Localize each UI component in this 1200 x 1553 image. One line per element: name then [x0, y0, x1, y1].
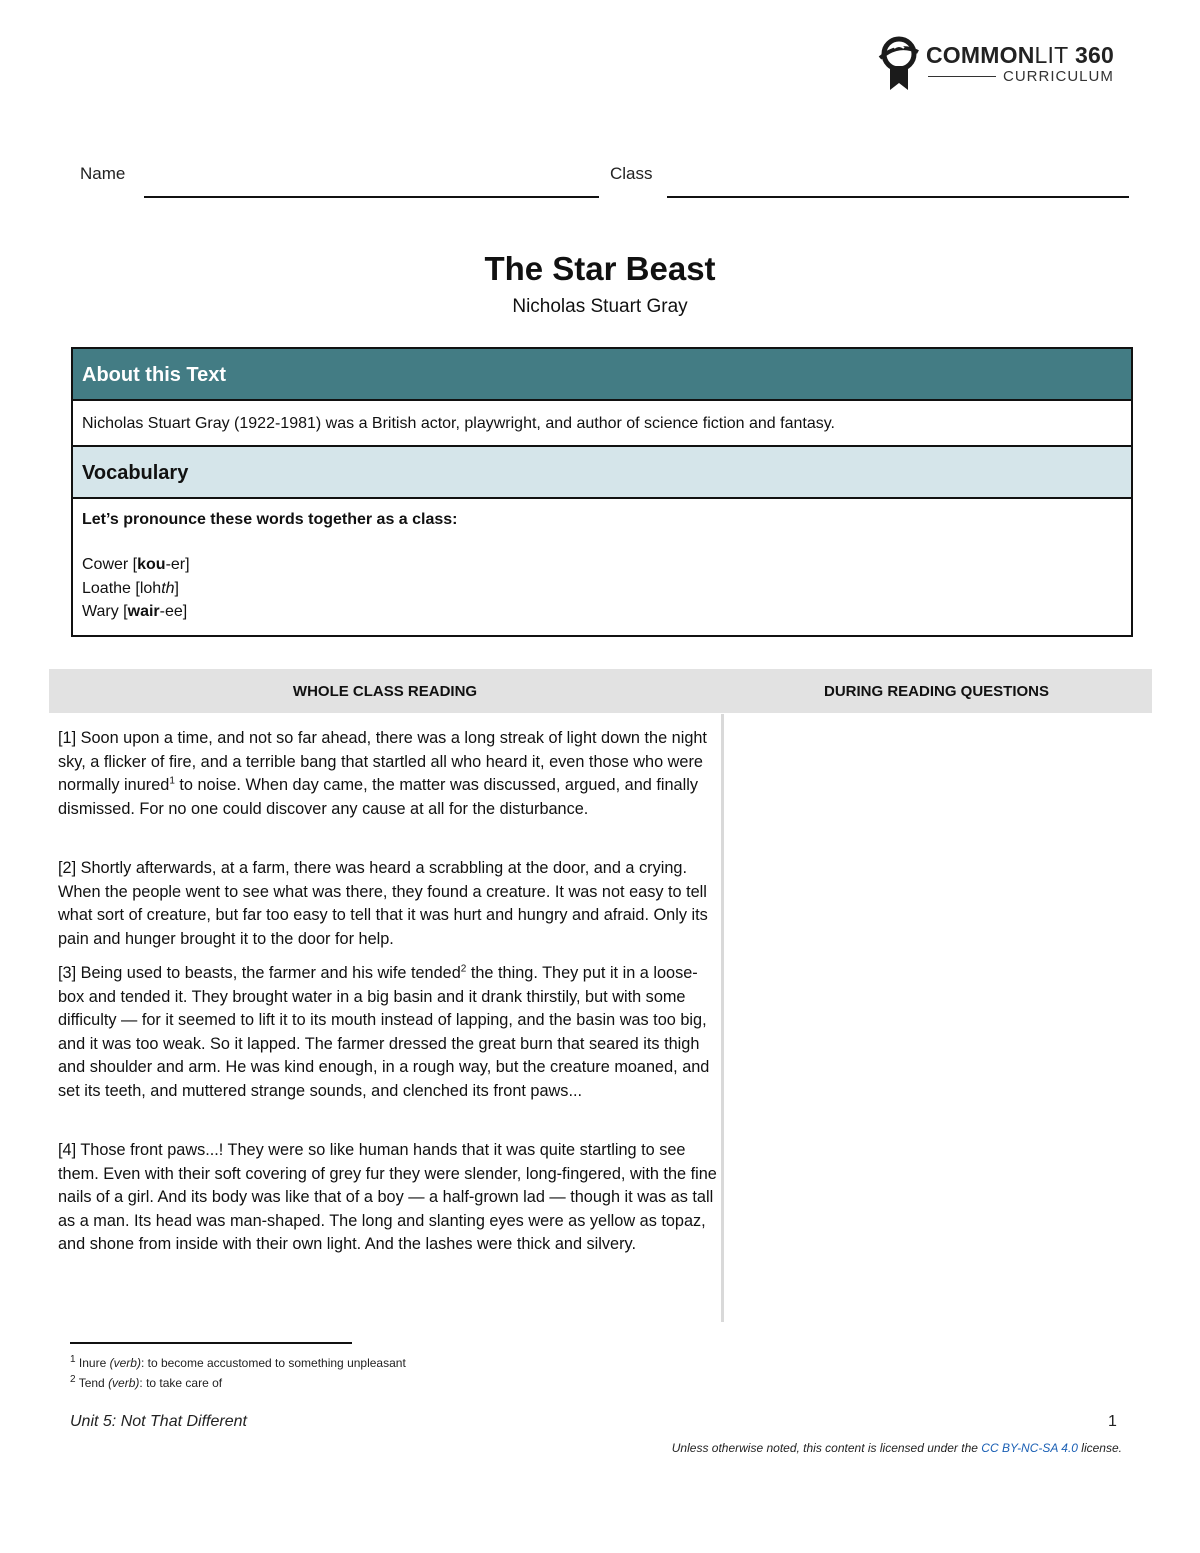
paragraph-3: [3] Being used to beasts, the farmer and his wife tended$^2$ the thing. They put it in a loose-box and tended it. They brought water in a big basin and it drank thirstily, but with some difficulty — for it seemed to lift it to its mouth instead of lapping, and the basin was too big, and it was too weak. So it lapped. The farmer dressed the great burn that seared its thigh and shoulder and arm. He was kind enough, in a rough way, but the creature moaned, and set its teeth, and muttered strange sounds, and clenched its front paws... [58, 963, 710, 1100]
brand-wordmark: COMMONLIT 360 [926, 42, 1114, 68]
commonlit-badge-icon [876, 34, 922, 92]
class-field-line[interactable] [667, 196, 1129, 198]
footnote-2: $^2$ Tend (verb): to take care of [70, 1374, 223, 1390]
page-number: 1 [1108, 1413, 1117, 1430]
unit-title: Unit 5: Not That Different [70, 1413, 247, 1430]
brand-subtitle: CURRICULUM [1003, 68, 1114, 85]
reading-table-header [49, 669, 1152, 713]
about-body: Nicholas Stuart Gray (1922-1981) was a British actor, playwright, and author of science fiction and fantasy. [73, 401, 1131, 447]
author-name: Nicholas Stuart Gray [512, 296, 688, 317]
vocabulary-body [73, 499, 1131, 635]
name-label: Name [80, 164, 126, 183]
about-header: About this Text [73, 349, 1131, 401]
about-vocab-box [71, 347, 1133, 637]
vocab-word: Cower [kou-er] [82, 556, 190, 573]
col-whole-class-reading: WHOLE CLASS READING [292, 683, 478, 700]
footnote-1: $^1$ Inure (verb): to become accustomed to something unpleasant [70, 1354, 406, 1370]
license-link[interactable]: CC BY-NC-SA 4.0 [981, 1441, 1078, 1455]
paragraph-2: [2] Shortly afterwards, at a farm, there was heard a scrabbling at the door, and a crying. When the people went to see what was there, they found a creature. It was not easy to tell what sort of creature, but far too easy to tell that it was hurt and hungry and afraid. Only its pain and hunger brought it to the door for help. [58, 859, 708, 948]
class-label: Class [610, 164, 653, 183]
vocab-word: Loathe [lohth] [82, 580, 179, 597]
vocabulary-header: Vocabulary [73, 447, 1131, 499]
commonlit-logo [876, 34, 1136, 96]
vocab-word: Wary [wair-ee] [82, 603, 188, 620]
license-notice: Unless otherwise noted, this content is licensed under the CC BY-NC-SA 4.0 license. [671, 1441, 1122, 1455]
col-during-reading-questions: DURING READING QUESTIONS [823, 683, 1049, 700]
paragraph-4: [4] Those front paws...! They were so like human hands that it was quite startling to see them. Even with their soft covering of grey fur they were slender, long-fingered, with the fine nails of a girl. And its body was like that of a boy — a half-grown lad — though it was as tall as a man. Its head was man-shaped. The long and slanting eyes were as yellow as topaz, and shone from inside with their own light. And the lashes were thick and silvery. [58, 1141, 717, 1253]
brand-divider [928, 76, 996, 77]
paragraph-1: [1] Soon upon a time, and not so far ahead, there was a long streak of light down the night sky, a flicker of fire, and a terrible bang that startled all who heard it, even those who were normally inured$^1$ to noise. When day came, the matter was discussed, argued, and finally dismissed. For no one could discover any cause at all for the disturbance. [58, 729, 707, 818]
footnote-rule [70, 1342, 352, 1344]
page-title: The Star Beast [484, 250, 716, 287]
column-divider [721, 714, 724, 1322]
vocabulary-intro: Let’s pronounce these words together as a class: [82, 511, 458, 528]
name-field-line[interactable] [144, 196, 599, 198]
